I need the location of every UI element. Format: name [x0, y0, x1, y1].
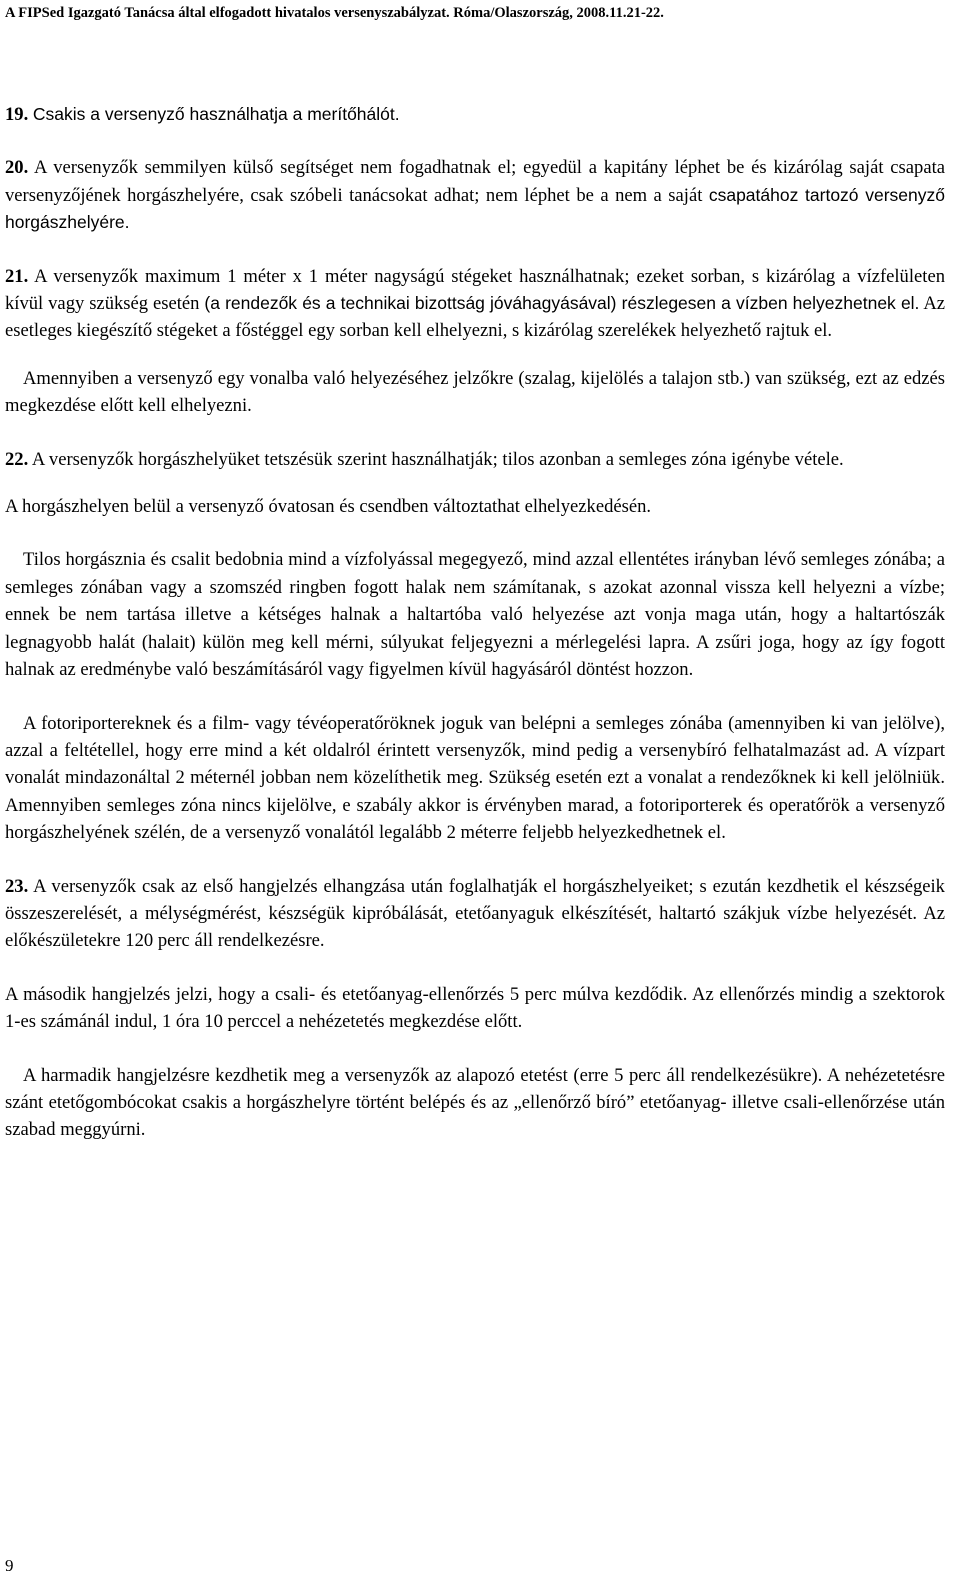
- section-23-paragraph-2: A második hangjelzés jelzi, hogy a csali- és etetőanyag-ellenőrzés 5 perc múlva kezdődik. Az ellenőrzés mindig a szektorok 1-es számánál indul, 1 óra 10 perccel a nehézetetés megkezdése előtt.: [5, 983, 945, 1033]
- section-number: 23.: [5, 875, 29, 897]
- section-text: Csakis a versenyző használhatja a merítőhálót.: [32, 104, 400, 124]
- section-19: [5, 101, 945, 128]
- section-22-paragraph-2: A horgászhelyen belül a versenyző óvatosan és csendben változtathat elhelyezkedésén.: [5, 496, 652, 518]
- section-number: 21.: [5, 265, 29, 287]
- section-22-paragraph-1: [5, 446, 945, 473]
- section-text-sans: (a rendezők és a technikai bizottság jóváhagyásával) részlegesen a vízben helyezhetnek el.: [204, 293, 920, 314]
- section-22-paragraph-3: Tilos horgásznia és csalit bedobnia mind a vízfolyással megegyező, mind azzal ellentétes irányban lévő semleges zónába; a semleges zónában vagy a szomszéd ringben fogott halak nem számítanak, s azokat azonnal vissza kell helyezni a vízbe; ennek be nem tartása illetve a kétséges halnak a haltartóba való helyezése azt vonja maga után, hogy a haltartószák legnagyobb halát (halait) külön meg kell mérni, súlyukat feljegyezni a mérlegelési lapra. A zsűri joga, hogy az így fogott halnak az eredménybe való beszámításáról vagy figyelmen kívül hagyásáról döntést hozzon.: [5, 549, 945, 681]
- section-text-continued: csapatához tartozó versenyző horgászhelyére.: [5, 184, 945, 233]
- section-23-paragraph-3: A harmadik hangjelzésre kezdhetik meg a versenyzők az alapozó etetést (erre 5 perc áll rendelkezésükre). A nehézetetésre szánt etetőgombócokat csakis a horgászhelyre történt belépés és az „ellenőrző bíró” etetőanyag- illetve csali-ellenőrzése után szabad meggyúrni.: [5, 1064, 945, 1141]
- section-23-paragraph-1: [5, 873, 945, 955]
- section-text: A versenyzők horgászhelyüket tetszésük szerint használhatják; tilos azonban a semleges zóna igénybe vétele.: [31, 448, 844, 470]
- section-22-paragraph-4: A fotoriportereknek és a film- vagy tévéoperatőröknek joguk van belépni a semleges zónába (amennyiben ki van jelölve), azzal a feltétellel, hogy erre mind a két oldalról érintett versenyzők, mind pedig a versenybíró felhatalmazást ad. A vízpart vonalát mindazonáltal 2 méternél jobban nem közelíthetik meg. Szükség esetén ezt a vonalat a rendezőknek ki kell jelölniük. Amennyiben semleges zóna nincs kijelölve, e szabály akkor is érvényben marad, a fotoriporterek és operatőrök a versenyző horgászhelyének szélén, de a versenyző vonalától legalább 2 méterre feljebb helyezkedhetnek el.: [5, 712, 945, 844]
- section-21-paragraph-2: Amennyiben a versenyző egy vonalba való helyezéséhez jelzőkre (szalag, kijelölés a talajon stb.) van szükség, ezt az edzés megkezdése előtt kell elhelyezni.: [5, 367, 945, 417]
- section-text: A versenyzők csak az első hangjelzés elhangzása után foglalhatják el horgászhelyeiket; s ezután kezdhetik el készségeik összeszerelését, a mélységmérést, készségük kipróbálását, etetőanyaguk elkészítését, haltartó szákjuk vízbe helyezését. Az előkészületekre 120 perc áll rendelkezésre.: [5, 875, 945, 952]
- section-text: A versenyzők maximum 1 méter x 1 méter nagyságú stégeket használhatnak; ezeket sorban, s kizárólag a vízfelületen kívül vagy szükség esetén: [5, 265, 945, 315]
- document-header: A FIPSed Igazgató Tanácsa által elfogadott hivatalos versenyszabályzat. Róma/Olaszország, 2008.11.21-22.: [5, 5, 664, 21]
- section-number: 20.: [5, 157, 29, 179]
- section-text: A versenyzők semmilyen külső segítséget nem fogadhatnak el; egyedül a kapitány léphet be és kizárólag saját csapata versenyzőjének horgászhelyére, csak szóbeli tanácsokat adhat; nem léphet be a nem a saját: [5, 157, 945, 206]
- section-20: [5, 154, 945, 236]
- page-number: 9: [5, 1556, 14, 1575]
- section-number: 22.: [5, 448, 29, 470]
- section-number: 19.: [5, 104, 29, 125]
- document-body: [5, 101, 945, 1144]
- section-21-paragraph-1: [5, 263, 945, 345]
- section-text-continued: Az esetleges kiegészítő stégeket a főstéggel egy sorban kell elhelyezni, s kizárólag szerelékek helyezhető rajtuk el.: [5, 293, 946, 342]
